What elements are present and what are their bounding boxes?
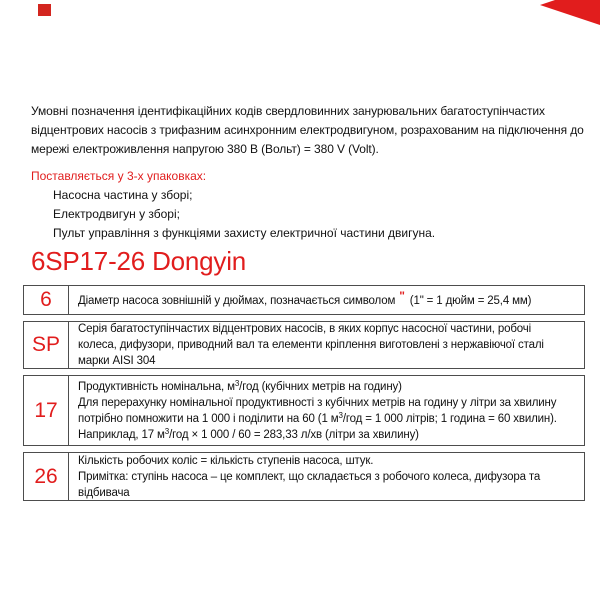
description-cell <box>69 322 584 368</box>
code-cell: 6 <box>24 286 69 314</box>
description-line: Серія багатоступінчастих відцентрових насосів, в яких корпус насосної частини, робочі <box>78 323 532 335</box>
inch-symbol: " <box>399 288 405 303</box>
code-cell: SP <box>24 322 69 368</box>
description-cell <box>69 286 584 314</box>
description-cell <box>69 453 584 500</box>
desc-text: /год = 1 000 літрів; 1 година = 60 хвилин). <box>342 412 557 425</box>
desc-text: Діаметр насоса зовнішній у дюймах, позначається символом <box>78 294 396 307</box>
desc-text: /год (кубічних метрів на годину) <box>239 380 402 393</box>
table-row <box>23 375 585 446</box>
desc-text: (1" = 1 дюйм = 25,4 мм) <box>409 294 532 307</box>
desc-text: Наприклад, 17 м <box>78 428 165 441</box>
intro-line: відцентрових насосів з трифазним асинхронним електродвигуном, розрахованим на підключення до <box>31 123 584 137</box>
superscript-3: 3 <box>164 426 170 436</box>
description-line: Кількість робочих коліс = кількість ступенів насоса, штук. <box>78 454 374 467</box>
desc-text: потрібно помножити на 1 000 і поділити на 60 (1 м <box>78 412 339 425</box>
page-title: 6SP17-26 Dongyin <box>31 246 247 276</box>
desc-text: /год × 1 000 / 60 = 283,33 л/хв (літри за хвилину) <box>169 428 419 441</box>
document-content <box>31 102 585 501</box>
packaging-item: Пульт управління з функціями захисту електричної частини двигуна. <box>53 226 436 240</box>
description-line: Примітка: ступінь насоса – це комплект, що складається з робочого колеса, дифузора та <box>78 470 541 483</box>
desc-text: Продуктивність номінальна, м <box>78 380 235 393</box>
description-line: Для перерахунку номінальної продуктивності з кубічних метрів на годину у літри за хвилину <box>78 396 557 409</box>
top-left-red-mark <box>38 4 51 16</box>
table-row <box>23 452 585 501</box>
description-line: відбивача <box>78 486 130 499</box>
packaging-item: Електродвигун у зборі; <box>53 207 180 221</box>
description-line: колеса, дифузори, приводний вал та елементи кріплення виготовлені з нержавіючої сталі <box>78 339 544 351</box>
packaging-heading: Поставляється у 3-х упаковках: <box>31 169 207 183</box>
description-line <box>78 427 580 443</box>
table-row <box>23 285 585 315</box>
intro-paragraph <box>31 102 585 159</box>
code-explanation-table <box>23 285 585 501</box>
superscript-3: 3 <box>338 410 343 420</box>
description-line <box>78 288 580 309</box>
top-right-red-ribbon-corner <box>540 0 600 26</box>
packaging-list <box>31 186 585 243</box>
packaging-item: Насосна частина у зборі; <box>53 188 193 202</box>
table-row <box>23 321 585 369</box>
intro-line: мережі електроживлення напругою 380 В (Вольт) = 380 V (Volt). <box>31 142 379 156</box>
description-cell <box>69 376 584 445</box>
description-line <box>78 411 580 427</box>
description-line: марки AISI 304 <box>78 355 156 367</box>
intro-line: Умовні позначення ідентифікаційних кодів свердловинних занурювальних багатоступінчастих <box>31 104 545 118</box>
description-line <box>78 379 580 395</box>
code-cell: 26 <box>24 453 69 500</box>
superscript-3: 3 <box>234 378 240 388</box>
code-cell: 17 <box>24 376 69 445</box>
